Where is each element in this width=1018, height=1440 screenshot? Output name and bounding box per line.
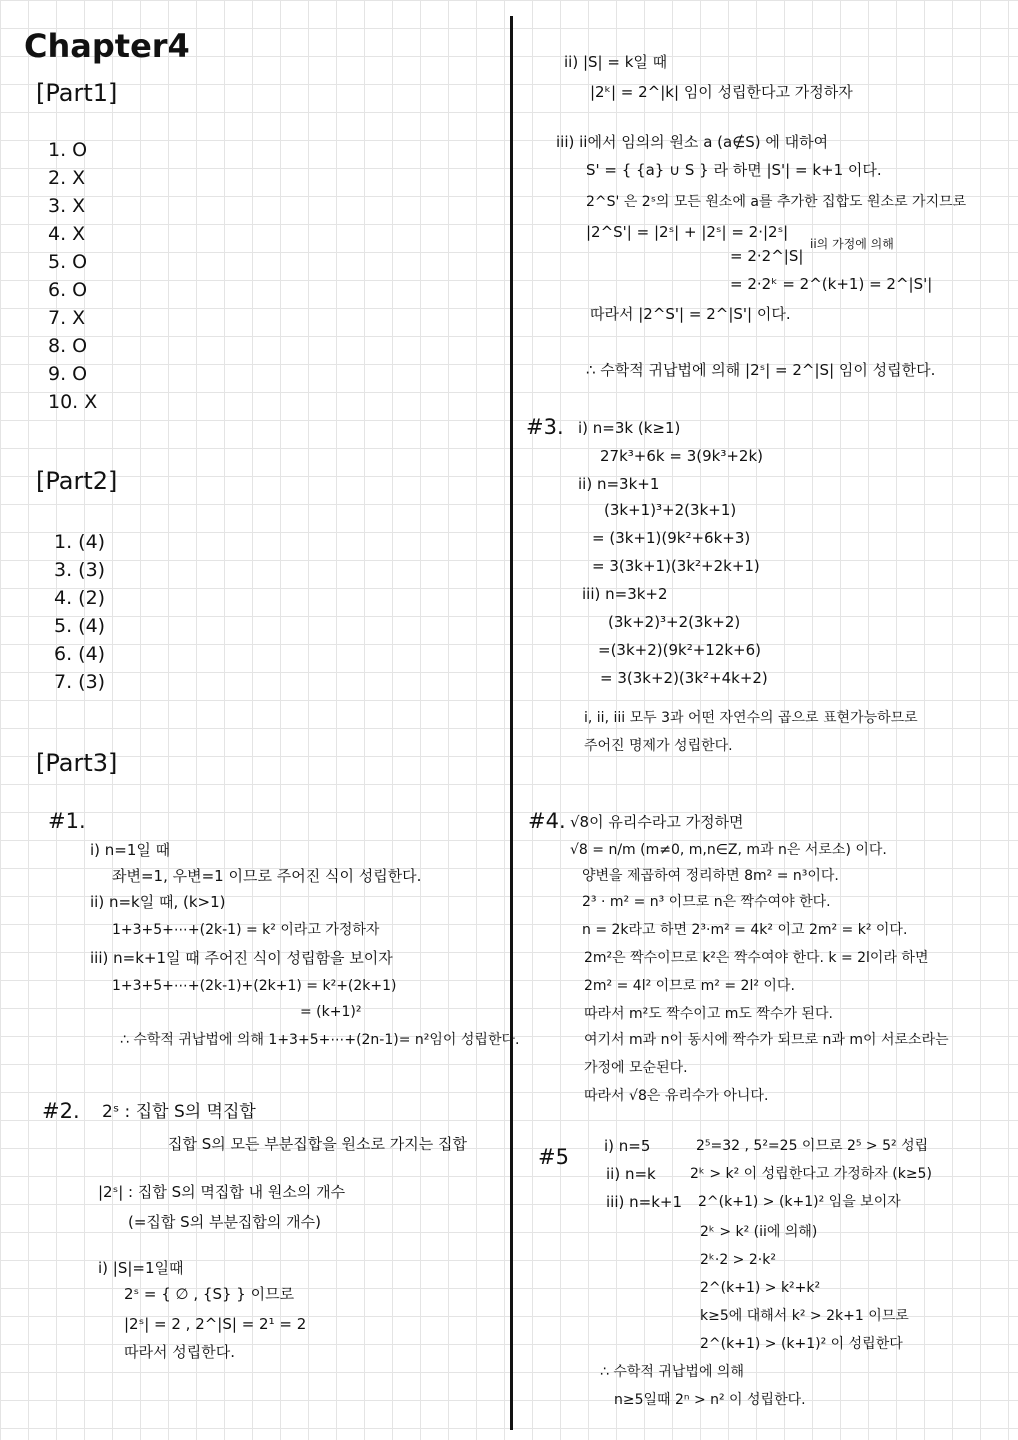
part2-heading: [Part2] <box>36 467 118 495</box>
problem2-line: 따라서 |2^S'| = 2^|S'| 이다. <box>590 305 791 323</box>
problem2-label: #2. <box>42 1099 80 1123</box>
part1-answer: 2. X <box>48 167 86 189</box>
part1-answer: 1. O <box>48 139 88 161</box>
problem1-line: 1+3+5+⋯+(2k-1) = k² 이라고 가정하자 <box>112 922 380 938</box>
problem1-line: ∴ 수학적 귀납법에 의해 1+3+5+⋯+(2n-1)= n²임이 성립한다. <box>120 1032 520 1048</box>
problem3-line: = 3(3k+2)(3k²+4k+2) <box>600 669 768 687</box>
problem2-line: |2ˢ| : 집합 S의 멱집합 내 원소의 개수 <box>98 1183 346 1201</box>
problem2-line: |2ᵏ| = 2^|k| 임이 성립한다고 가정하자 <box>590 83 853 101</box>
problem1-line: iii) n=k+1일 때 주어진 식이 성립함을 보이자 <box>90 949 393 967</box>
part2-answer: 7. (3) <box>54 671 106 693</box>
part2-answer: 3. (3) <box>54 559 106 581</box>
problem5-line: k≥5에 대해서 k² > 2k+1 이므로 <box>700 1308 909 1324</box>
problem5-line: 2ᵏ > k² (ii에 의해) <box>700 1224 818 1240</box>
problem5-line: 2^(k+1) > (k+1)² 임을 보이자 <box>698 1194 901 1210</box>
problem5-line: 2ᵏ·2 > 2·k² <box>700 1252 776 1268</box>
problem4-label: #4. <box>528 809 566 833</box>
problem2-line: |2ˢ| = 2 , 2^|S| = 2¹ = 2 <box>124 1315 307 1333</box>
column-divider <box>510 16 513 1430</box>
problem5-line: 2⁵=32 , 5²=25 이므로 2⁵ > 5² 성립 <box>696 1138 929 1154</box>
problem2-line: 2ˢ : 집합 S의 멱집합 <box>102 1102 256 1122</box>
part1-answer: 8. O <box>48 335 88 357</box>
problem4-line: √8이 유리수라고 가정하면 <box>570 813 744 831</box>
problem5-line: iii) n=k+1 <box>606 1193 682 1211</box>
problem5-line: 2ᵏ > k² 이 성립한다고 가정하자 (k≥5) <box>690 1166 932 1182</box>
problem5-line: ii) n=k <box>606 1165 656 1183</box>
problem3-line: = (3k+1)(9k²+6k+3) <box>592 529 751 547</box>
problem2-line: = 2·2^|S| <box>730 247 804 265</box>
part3-heading: [Part3] <box>36 749 118 777</box>
part1-answer: 7. X <box>48 307 86 329</box>
problem3-line: (3k+1)³+2(3k+1) <box>604 501 737 519</box>
problem3-line: (3k+2)³+2(3k+2) <box>608 613 741 631</box>
problem2-line: |2^S'| = |2ˢ| + |2ˢ| = 2·|2ˢ| <box>586 223 789 241</box>
problem3-line: iii) n=3k+2 <box>582 585 668 603</box>
problem4-line: 가정에 모순된다. <box>584 1060 688 1076</box>
problem2-line: = 2·2ᵏ = 2^(k+1) = 2^|S'| <box>730 275 933 293</box>
problem4-line: 따라서 m²도 짝수이고 m도 짝수가 된다. <box>584 1006 833 1022</box>
problem5-line: 2^(k+1) > k²+k² <box>700 1280 821 1296</box>
part2-answer: 1. (4) <box>54 531 106 553</box>
page-title: Chapter4 <box>24 27 190 65</box>
problem3-label: #3. <box>526 415 564 439</box>
problem1-line: 1+3+5+⋯+(2k-1)+(2k+1) = k²+(2k+1) <box>112 978 397 994</box>
problem3-line: 27k³+6k = 3(9k³+2k) <box>600 447 763 465</box>
part1-answer: 5. O <box>48 251 88 273</box>
problem5-line: i) n=5 <box>604 1137 651 1155</box>
part1-answer: 3. X <box>48 195 86 217</box>
problem2-note: ii의 가정에 의해 <box>810 237 894 251</box>
problem1-label: #1. <box>48 809 86 833</box>
problem3-line: 주어진 명제가 성립한다. <box>584 738 733 754</box>
problem4-line: 여기서 m과 n이 동시에 짝수가 되므로 n과 m이 서로소라는 <box>584 1032 949 1048</box>
problem2-line: 2^S' 은 2ˢ의 모든 원소에 a를 추가한 집합도 원소로 가지므로 <box>586 194 967 210</box>
part1-heading: [Part1] <box>36 79 118 107</box>
problem2-line: 따라서 성립한다. <box>124 1343 235 1361</box>
problem2-line: S' = { {a} ∪ S } 라 하면 |S'| = k+1 이다. <box>586 161 882 179</box>
problem2-line: (=집합 S의 부분집합의 개수) <box>128 1213 321 1231</box>
problem5-line: ∴ 수학적 귀납법에 의해 <box>600 1364 744 1380</box>
problem4-line: 2³ · m² = n³ 이므로 n은 짝수여야 한다. <box>582 894 831 910</box>
problem3-line: ii) n=3k+1 <box>578 475 660 493</box>
part1-answer: 6. O <box>48 279 88 301</box>
problem3-line: =(3k+2)(9k²+12k+6) <box>598 641 762 659</box>
part1-answer: 4. X <box>48 223 86 245</box>
problem4-line: 따라서 √8은 유리수가 아니다. <box>584 1088 769 1104</box>
part2-answer: 4. (2) <box>54 587 106 609</box>
problem3-line: i, ii, iii 모두 3과 어떤 자연수의 곱으로 표현가능하므로 <box>584 710 918 726</box>
problem1-line: ii) n=k일 때, (k>1) <box>90 893 226 911</box>
part2-answer: 5. (4) <box>54 615 106 637</box>
problem1-line: i) n=1일 때 <box>90 841 171 859</box>
problem2-line: 2ˢ = { ∅ , {S} } 이므로 <box>124 1285 295 1303</box>
problem2-line: ∴ 수학적 귀납법에 의해 |2ˢ| = 2^|S| 임이 성립한다. <box>586 361 936 379</box>
problem4-line: 양변을 제곱하여 정리하면 8m² = n³이다. <box>582 868 839 884</box>
problem2-line: i) |S|=1일때 <box>98 1259 184 1277</box>
problem1-line: 좌변=1, 우변=1 이므로 주어진 식이 성립한다. <box>112 867 422 885</box>
problem4-line: √8 = n/m (m≠0, m,n∈Z, m과 n은 서로소) 이다. <box>570 842 887 858</box>
problem5-line: n≥5일때 2ⁿ > n² 이 성립한다. <box>614 1392 806 1408</box>
part1-answer: 9. O <box>48 363 88 385</box>
problem4-line: n = 2k라고 하면 2³·m² = 4k² 이고 2m² = k² 이다. <box>582 922 908 938</box>
problem2-line: ii) |S| = k일 때 <box>564 53 668 71</box>
problem3-line: = 3(3k+1)(3k²+2k+1) <box>592 557 760 575</box>
problem5-line: 2^(k+1) > (k+1)² 이 성립한다 <box>700 1336 903 1352</box>
problem2-line: iii) ii에서 임의의 원소 a (a∉S) 에 대하여 <box>556 133 829 151</box>
problem4-line: 2m² = 4l² 이므로 m² = 2l² 이다. <box>584 978 795 994</box>
problem4-line: 2m²은 짝수이므로 k²은 짝수여야 한다. k = 2l이라 하면 <box>584 950 929 966</box>
problem1-line: = (k+1)² <box>300 1004 362 1020</box>
part1-answer: 10. X <box>48 391 98 413</box>
problem3-line: i) n=3k (k≥1) <box>578 419 681 437</box>
problem5-label: #5 <box>538 1145 569 1169</box>
problem2-line: 집합 S의 모든 부분집합을 원소로 가지는 집합 <box>168 1135 467 1153</box>
part2-answer: 6. (4) <box>54 643 106 665</box>
